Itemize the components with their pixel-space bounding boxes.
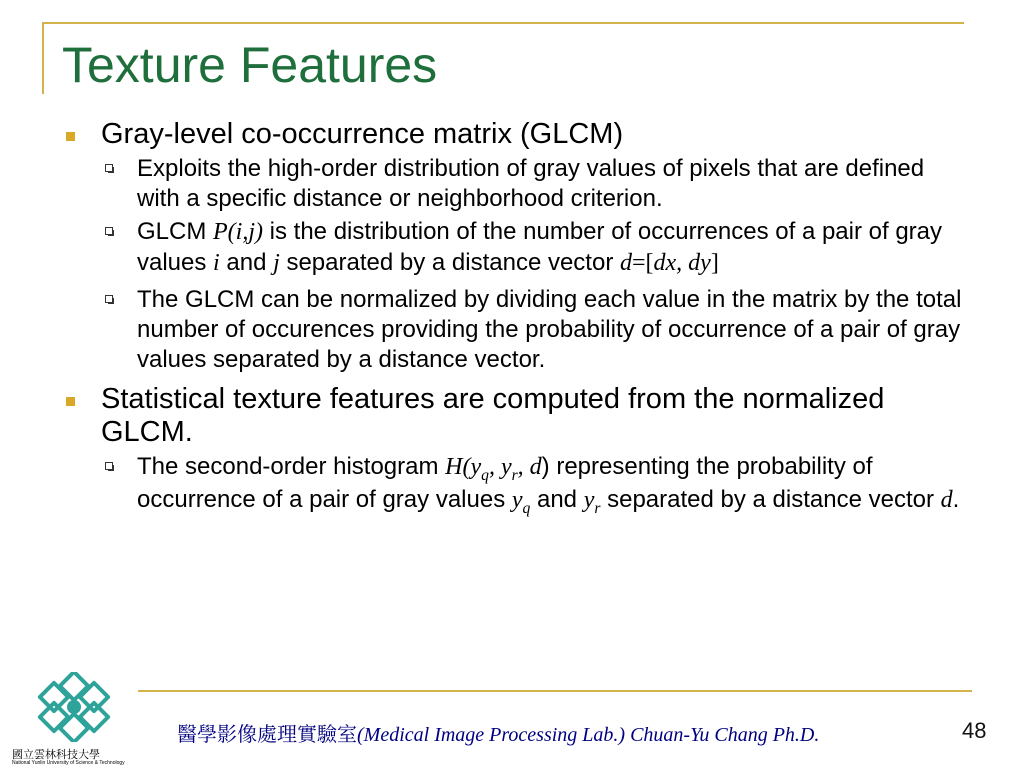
bullet-text: Gray-level co-occurrence matrix (GLCM) [101, 118, 624, 150]
hollow-square-bullet-icon [105, 295, 113, 303]
text-fragment: is the distribution of the number of occurrences of a pair of gray values [137, 217, 943, 276]
math-y: y [583, 487, 595, 514]
math-sub-r: r [594, 500, 601, 518]
title-frame-top-rule [42, 22, 964, 24]
text-fragment: =[ [631, 249, 654, 276]
math-d: d [940, 487, 953, 514]
sub-bullet-text: Exploits the high-order distribution of gray values of pixels that are defined with a specific distance or neighborhood criterion. [137, 155, 925, 213]
text-fragment: separated by a distance vector [600, 486, 941, 514]
sub-bullet-second-order-histogram [0, 452, 967, 518]
text-fragment: . [952, 486, 960, 514]
math-sub-q: q [481, 467, 489, 485]
university-logo [12, 672, 136, 764]
title-frame-left-rule [42, 22, 44, 94]
page-number: 48 [962, 718, 987, 743]
logo-caption: 國立雲林科技大學 [12, 749, 100, 761]
sub-bullet-normalization [0, 285, 967, 374]
bullet-text: Statistical texture features are computed from the normalized GLCM. [101, 382, 885, 448]
text-fragment: and [219, 248, 274, 276]
text-fragment: The second-order histogram [137, 453, 446, 481]
logo-subcaption: National Yunlin University of Science & Technology [12, 760, 125, 766]
square-bullet-icon [66, 132, 75, 141]
sub-bullet-exploits [0, 154, 967, 214]
math-j: j [273, 249, 280, 276]
footer-credit [177, 718, 819, 747]
footer-rule [138, 690, 972, 692]
hollow-square-bullet-icon [105, 164, 113, 172]
hollow-square-bullet-icon [105, 227, 113, 235]
slide-title: Texture Features [62, 37, 438, 93]
math-i: i [213, 249, 220, 276]
hollow-square-bullet-icon [105, 462, 113, 470]
math-sub-r: r [511, 467, 518, 485]
square-bullet-icon [66, 397, 75, 406]
math-dx-dy: dx, dy [653, 249, 711, 276]
text-fragment: and [530, 486, 584, 514]
math-comma-y: , y [488, 454, 512, 481]
sub-bullet-text: The GLCM can be normalized by dividing each value in the matrix by the total number of occurences providing the probability of occurrence of a pair of gray values separated by a distance vector. [137, 286, 962, 373]
math-comma-d: , d [517, 454, 542, 481]
bullet-glcm [0, 118, 931, 151]
math-d: d [619, 249, 632, 276]
footer-lab-name-latin: (Medical Image Processing Lab.) Chuan-Yu Chang Ph.D. [357, 724, 820, 746]
math-sub-q: q [522, 500, 531, 518]
math-p-ij: P(i,j) [213, 218, 263, 245]
bullet-statistical-features [0, 383, 931, 450]
text-fragment: GLCM [137, 217, 214, 245]
math-h-y: H(y [445, 454, 482, 481]
math-y: y [511, 487, 523, 514]
sub-bullet-glcm-definition [0, 217, 967, 279]
text-fragment: ] [710, 249, 719, 276]
snowflake-logo-icon [12, 672, 136, 742]
slide-content [0, 118, 1024, 519]
text-fragment: ) representing the probability of occurrence of a pair of gray values [137, 453, 873, 514]
footer-lab-name-cjk: 醫學影像處理實驗室 [177, 724, 357, 746]
text-fragment: separated by a distance vector [279, 248, 620, 276]
